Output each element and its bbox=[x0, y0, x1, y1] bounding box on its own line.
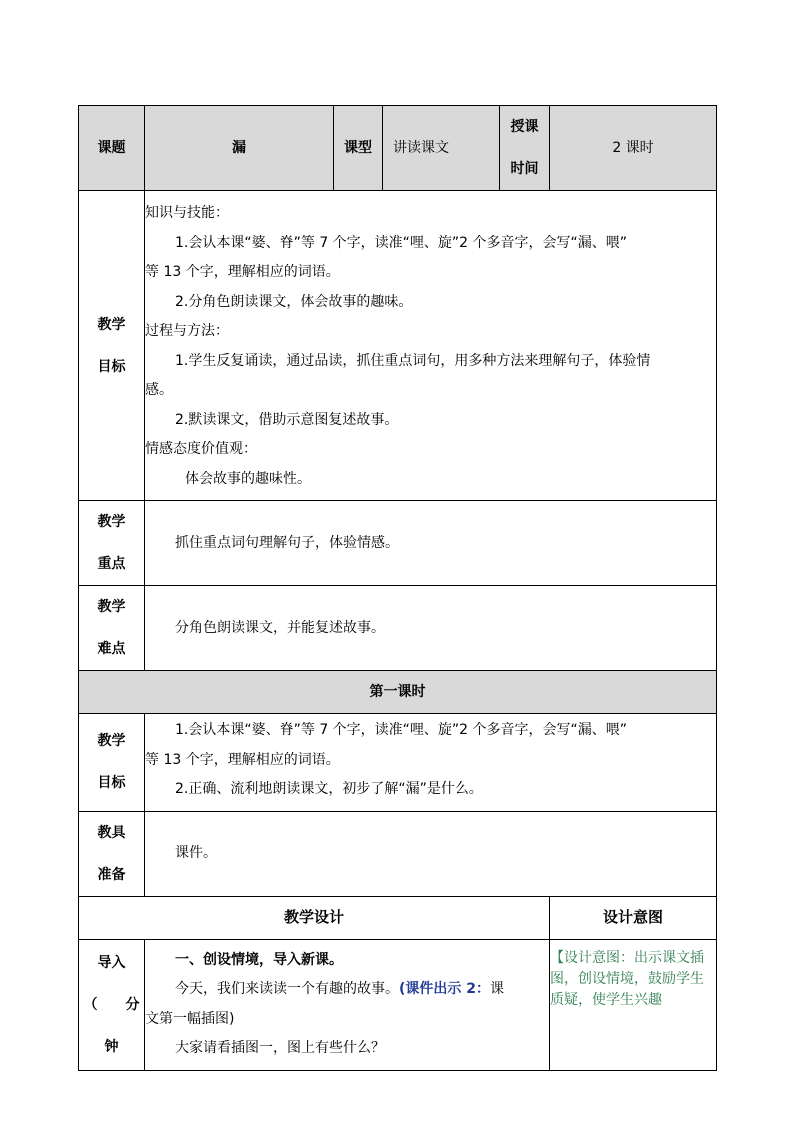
intro-content bbox=[145, 939, 550, 1070]
intro-label bbox=[79, 939, 145, 1070]
lesson-one-objective-line: 1.会认本课“婆、脊”等 7 个字，读准“哩、旋”2 个多音字，会写“漏、喂” bbox=[175, 722, 628, 738]
key-points-label-2: 重点 bbox=[97, 556, 126, 572]
intro-line-3: 大家请看插图一，图上有些什么？ bbox=[175, 1040, 385, 1056]
objectives-content bbox=[145, 191, 717, 501]
step-title: 一、创设情境，导入新课。 bbox=[175, 951, 343, 968]
objective-line: 知识与技能： bbox=[145, 205, 229, 221]
objective-line: 2.分角色朗读课文，体会故事的趣味。 bbox=[175, 293, 413, 310]
teaching-aids-row bbox=[79, 811, 717, 896]
time-label-line-2: 时间 bbox=[510, 161, 539, 177]
objective-line: 等 13 个字，理解相应的词语。 bbox=[145, 264, 340, 280]
objective-line: 1.学生反复诵读，通过品读，抓住重点词句，用多种方法来理解句子，体验情 bbox=[175, 352, 651, 369]
teaching-aids-label-2: 准备 bbox=[97, 866, 126, 883]
objectives-label-1: 教学 bbox=[97, 316, 126, 333]
objective-line: 情感态度价值观： bbox=[145, 441, 257, 457]
objectives-label-2: 目标 bbox=[97, 358, 126, 375]
key-points-text: 抓住重点词句理解句子，体验情感。 bbox=[145, 501, 717, 586]
difficulties-row bbox=[79, 586, 717, 671]
lesson-one-objectives-label bbox=[79, 714, 145, 812]
lesson-one-objectives-label-2: 目标 bbox=[97, 775, 126, 792]
lesson-one-title-row bbox=[79, 671, 717, 714]
key-points-label bbox=[79, 501, 145, 586]
intro-line-1-tail: 课 bbox=[490, 981, 505, 997]
objectives-row bbox=[79, 191, 717, 501]
difficulties-label bbox=[79, 586, 145, 671]
subject-value: 漏 bbox=[145, 106, 334, 191]
lesson-one-objective-line: 等 13 个字，理解相应的词语。 bbox=[145, 751, 340, 768]
lesson-plan-table bbox=[78, 105, 717, 1071]
intro-row bbox=[79, 939, 717, 1070]
intro-label-3: 钟 bbox=[104, 1038, 119, 1055]
difficulties-text: 分角色朗读课文，并能复述故事。 bbox=[145, 586, 717, 671]
objective-line: 2.默读课文，借助示意图复述故事。 bbox=[175, 411, 399, 428]
objectives-label bbox=[79, 191, 145, 501]
teaching-aids-label bbox=[79, 811, 145, 896]
key-points-row bbox=[79, 501, 717, 586]
lesson-one-title: 第一课时 bbox=[79, 671, 717, 714]
intro-line-2: 文第一幅插图) bbox=[145, 1010, 235, 1027]
header-row bbox=[79, 106, 717, 191]
difficulties-label-2: 难点 bbox=[97, 641, 126, 657]
time-value: 2 课时 bbox=[550, 106, 717, 191]
design-header-row bbox=[79, 896, 717, 939]
teaching-aids-text: 课件。 bbox=[145, 811, 717, 896]
time-label-line-1: 授课 bbox=[510, 119, 539, 135]
intro-line-1-text: 今天，我们来读读一个有趣的故事。 bbox=[175, 981, 399, 997]
design-intent-text: 【设计意图：出示课文插图，创设情境，鼓励学生质疑，使学生兴趣 bbox=[550, 939, 717, 1070]
subject-label: 课题 bbox=[79, 106, 145, 191]
lesson-one-objectives-row bbox=[79, 714, 717, 812]
intro-line-1 bbox=[145, 975, 549, 1005]
objective-line: 感。 bbox=[145, 382, 173, 398]
design-column-header: 教学设计 bbox=[79, 896, 550, 939]
objective-line: 1.会认本课“婆、脊”等 7 个字，读准“哩、旋”2 个多音字，会写“漏、喂” bbox=[175, 234, 628, 251]
intent-column-header: 设计意图 bbox=[550, 896, 717, 939]
type-label: 课型 bbox=[334, 106, 383, 191]
objective-line: 过程与方法： bbox=[145, 323, 229, 339]
intro-label-2: （ 分 bbox=[83, 996, 140, 1013]
lesson-one-objectives-label-1: 教学 bbox=[97, 733, 126, 750]
lesson-one-objectives-content bbox=[145, 714, 717, 812]
teaching-aids-label-1: 教具 bbox=[97, 824, 126, 841]
intro-label-1: 导入 bbox=[97, 954, 126, 971]
difficulties-label-1: 教学 bbox=[97, 599, 126, 615]
time-label bbox=[500, 106, 550, 191]
lesson-one-objective-line: 2.正确、流利地朗读课文，初步了解“漏”是什么。 bbox=[175, 781, 483, 797]
objective-line: 体会故事的趣味性。 bbox=[185, 470, 311, 487]
key-points-label-1: 教学 bbox=[97, 514, 126, 530]
type-value: 讲读课文 bbox=[383, 106, 500, 191]
courseware-note: (课件出示 2： bbox=[399, 981, 491, 997]
